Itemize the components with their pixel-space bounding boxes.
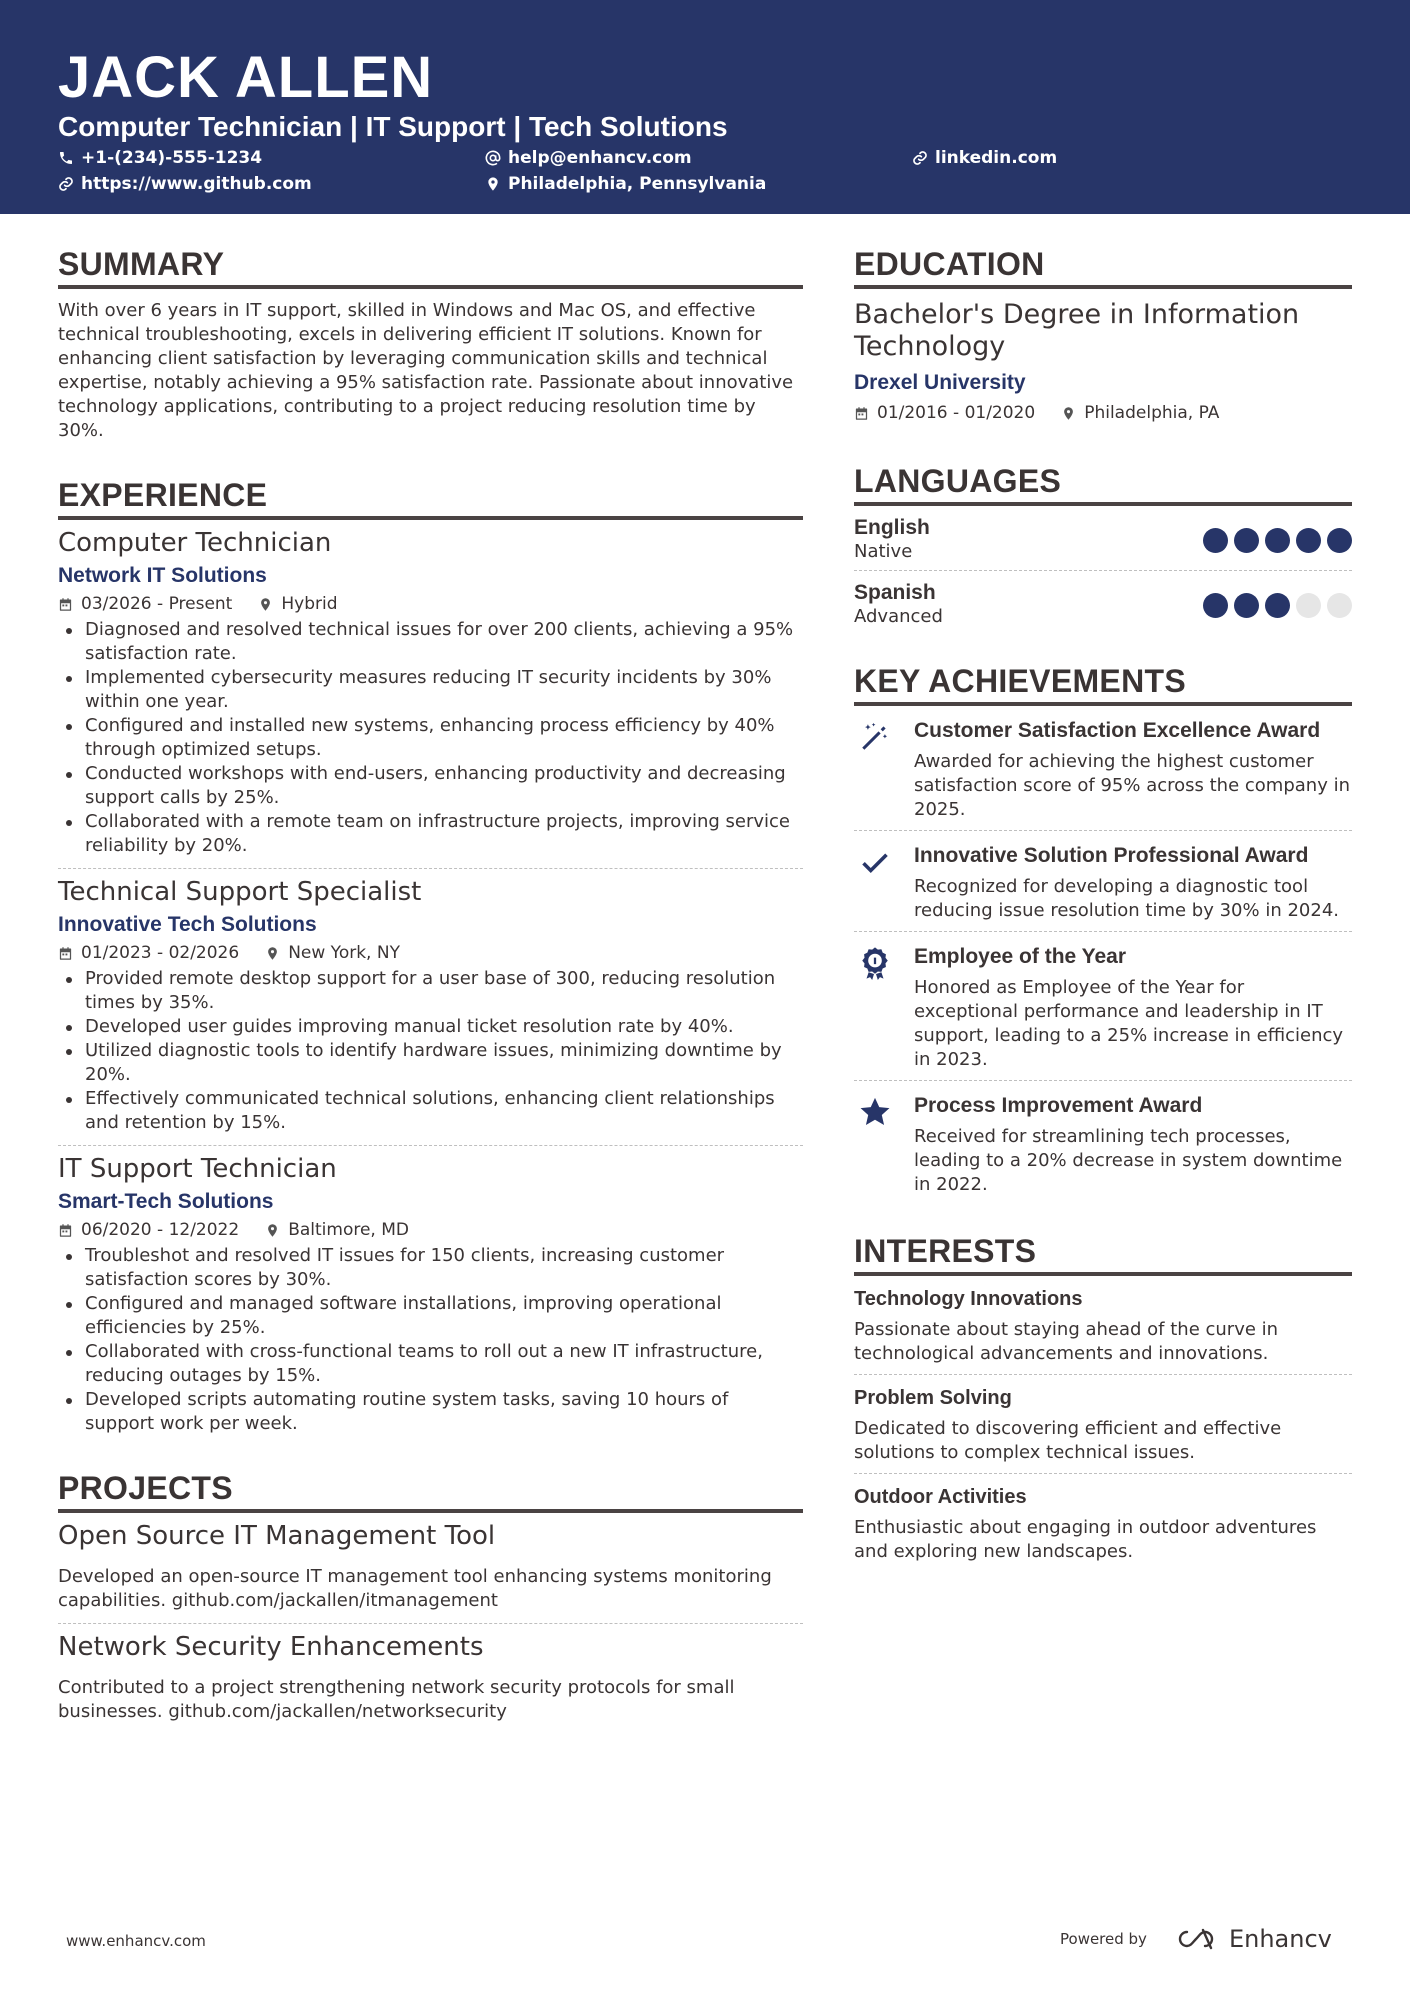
contact-location <box>485 173 766 195</box>
language-rating <box>1197 528 1352 553</box>
job-meta <box>58 592 803 616</box>
job-bullet: Effectively communicated technical solutions, enhancing client relationships and retention by 15%. <box>58 1087 803 1135</box>
star-icon <box>858 1095 892 1129</box>
education-degree: Bachelor's Degree in Information Technology <box>854 299 1300 362</box>
interest-description: Passionate about staying ahead of the curve in technological advancements and innovations. <box>854 1319 1279 1364</box>
experience-section <box>58 475 803 1446</box>
footer-branding <box>1060 1925 1332 1953</box>
achievements-section <box>854 661 1352 1205</box>
achievement-icon-wrap <box>854 843 914 923</box>
language-info <box>854 581 943 629</box>
achievement-title: Process Improvement Award <box>914 1094 1203 1117</box>
achievement-description: Awarded for achieving the highest customer satisfaction score of 95% across the company in 2025. <box>914 751 1350 820</box>
job-dates <box>58 1218 239 1242</box>
education-section <box>854 244 1352 425</box>
candidate-title: Computer Technician | IT Support | Tech Solutions <box>58 111 728 142</box>
language-row <box>854 571 1352 635</box>
job-bullet: Utilized diagnostic tools to identify hardware issues, minimizing downtime by 20%. <box>58 1039 803 1087</box>
award-ribbon-icon <box>858 946 892 980</box>
job-bullet: Troubleshot and resolved IT issues for 150 clients, increasing customer satisfaction scores by 30%. <box>58 1244 803 1292</box>
achievement-item <box>854 932 1352 1081</box>
enhancv-logo[interactable] <box>1173 1925 1332 1953</box>
achievement-title: Employee of the Year <box>914 945 1127 968</box>
interests-section <box>854 1231 1352 1572</box>
location-text: Philadelphia, Pennsylvania <box>508 174 767 194</box>
language-rating <box>1197 593 1352 618</box>
project-title: Network Security Enhancements <box>58 1632 484 1662</box>
interest-item <box>854 1276 1352 1375</box>
achievement-content <box>914 718 1352 822</box>
job-location-text: Hybrid <box>281 594 338 614</box>
achievement-title: Customer Satisfaction Excellence Award <box>914 719 1321 742</box>
footer-website[interactable]: www.enhancv.com <box>66 1932 206 1950</box>
education-heading: EDUCATION <box>854 244 1352 289</box>
job-bullets <box>58 618 803 858</box>
location-pin-icon <box>265 946 280 961</box>
rating-dot-filled <box>1265 528 1290 553</box>
summary-text: With over 6 years in IT support, skilled in Windows and Mac OS, and effective technical troubleshooting, excels in delivering efficient IT solutions. Known for enhancing client satisfaction by leveraging communication skills and technical expertise, notably achieving a 95% satisfaction rate. Passionate about innovative technology applications, contributing to a project reducing resolution time by 30%. <box>58 300 794 441</box>
project-description: Contributed to a project strengthening network security protocols for small businesses. github.com/jackallen/networksecurity <box>58 1677 735 1722</box>
rating-dot-empty <box>1327 593 1352 618</box>
job-bullet: Collaborated with a remote team on infrastructure projects, improving service reliability by 20%. <box>58 810 803 858</box>
job-dates-text: 06/2020 - 12/2022 <box>81 1220 240 1240</box>
job-dates-text: 03/2026 - Present <box>81 594 233 614</box>
location-pin-icon <box>258 597 273 612</box>
link-icon <box>58 176 74 192</box>
project-description: Developed an open-source IT management tool enhancing systems monitoring capabilities. github.com/jackallen/itmanagement <box>58 1566 772 1611</box>
job-bullet: Collaborated with cross-functional teams to roll out a new IT infrastructure, reducing outages by 15%. <box>58 1340 803 1388</box>
job-bullet: Diagnosed and resolved technical issues for over 200 clients, achieving a 95% satisfaction rate. <box>58 618 803 666</box>
rating-dot-filled <box>1203 593 1228 618</box>
languages-heading: LANGUAGES <box>854 461 1352 506</box>
achievements-heading: KEY ACHIEVEMENTS <box>854 661 1352 706</box>
job-bullet: Configured and managed software installations, improving operational efficiencies by 25%. <box>58 1292 803 1340</box>
interest-title: Outdoor Activities <box>854 1486 1027 1508</box>
calendar-icon <box>58 946 73 961</box>
education-dates-text: 01/2016 - 01/2020 <box>877 403 1036 423</box>
interest-item <box>854 1474 1352 1572</box>
achievement-content <box>914 1093 1352 1197</box>
calendar-icon <box>854 406 869 421</box>
checkmark-icon <box>858 845 892 879</box>
link-icon <box>912 150 928 166</box>
job-company: Network IT Solutions <box>58 564 267 587</box>
candidate-name: JACK ALLEN <box>58 45 434 110</box>
job-title: Computer Technician <box>58 528 332 558</box>
rating-dot-filled <box>1327 528 1352 553</box>
language-level: Native <box>854 541 913 562</box>
education-location <box>1061 401 1219 425</box>
job-meta <box>58 1218 803 1242</box>
calendar-icon <box>58 1223 73 1238</box>
rating-dot-filled <box>1296 528 1321 553</box>
job-bullet: Implemented cybersecurity measures reducing IT security incidents by 30% within one year. <box>58 666 803 714</box>
rating-dot-filled <box>1203 528 1228 553</box>
contact-phone[interactable] <box>58 147 262 169</box>
email-text: help@enhancv.com <box>508 148 692 168</box>
achievement-icon-wrap <box>854 1093 914 1197</box>
job-dates-text: 01/2023 - 02/2026 <box>81 943 240 963</box>
projects-heading: PROJECTS <box>58 1468 803 1513</box>
job-dates <box>58 592 232 616</box>
education-location-text: Philadelphia, PA <box>1084 403 1220 423</box>
job-meta <box>58 941 803 965</box>
achievement-description: Honored as Employee of the Year for exceptional performance and leadership in IT support, leading to a 25% increase in efficiency in 2023. <box>914 977 1344 1070</box>
job-company: Smart-Tech Solutions <box>58 1190 274 1213</box>
achievement-item <box>854 831 1352 932</box>
achievement-icon-wrap <box>854 718 914 822</box>
achievement-icon-wrap <box>854 944 914 1072</box>
education-dates <box>854 401 1035 425</box>
experience-entry <box>58 869 803 1146</box>
rating-dot-filled <box>1234 593 1259 618</box>
education-school: Drexel University <box>854 371 1026 394</box>
achievement-title: Innovative Solution Professional Award <box>914 844 1309 867</box>
job-location-text: Baltimore, MD <box>288 1220 409 1240</box>
summary-heading: SUMMARY <box>58 244 803 289</box>
rating-dot-filled <box>1234 528 1259 553</box>
languages-section <box>854 461 1352 635</box>
enhancv-logo-icon <box>1173 1926 1219 1952</box>
projects-section <box>58 1468 803 1734</box>
experience-entry <box>58 1146 803 1446</box>
job-title: IT Support Technician <box>58 1154 337 1184</box>
linkedin-text: linkedin.com <box>935 148 1058 168</box>
project-entry <box>58 1624 803 1734</box>
project-entry <box>58 1513 803 1624</box>
achievement-item <box>854 1081 1352 1205</box>
contact-github[interactable] <box>58 173 312 195</box>
interest-description: Dedicated to discovering efficient and effective solutions to complex technical issues. <box>854 1418 1282 1463</box>
achievement-description: Received for streamlining tech processes, leading to a 20% decrease in system downtime in 2022. <box>914 1126 1343 1195</box>
enhancv-brand-text: Enhancv <box>1228 1925 1332 1953</box>
education-meta <box>854 401 1352 425</box>
job-bullet: Developed user guides improving manual ticket resolution rate by 40%. <box>58 1015 803 1039</box>
magic-wand-icon <box>858 720 892 754</box>
experience-heading: EXPERIENCE <box>58 475 803 520</box>
job-bullets <box>58 967 803 1135</box>
interest-title: Technology Innovations <box>854 1288 1083 1310</box>
project-title: Open Source IT Management Tool <box>58 1521 496 1551</box>
job-dates <box>58 941 239 965</box>
interest-title: Problem Solving <box>854 1387 1012 1409</box>
language-name: English <box>854 516 930 539</box>
summary-section <box>58 244 803 443</box>
github-text: https://www.github.com <box>81 174 312 194</box>
powered-by-label: Powered by <box>1060 1930 1147 1948</box>
phone-text: +1-(234)-555-1234 <box>81 148 263 168</box>
achievement-description: Recognized for developing a diagnostic tool reducing issue resolution time by 30% in 2024. <box>914 876 1339 921</box>
rating-dot-filled <box>1265 593 1290 618</box>
contact-email[interactable] <box>485 147 692 169</box>
job-location <box>265 1218 409 1242</box>
calendar-icon <box>58 597 73 612</box>
job-company: Innovative Tech Solutions <box>58 913 317 936</box>
experience-entry <box>58 520 803 869</box>
location-pin-icon <box>265 1223 280 1238</box>
language-info <box>854 516 930 564</box>
job-bullet: Developed scripts automating routine system tasks, saving 10 hours of support work per week. <box>58 1388 803 1436</box>
location-pin-icon <box>485 176 501 192</box>
language-name: Spanish <box>854 581 936 604</box>
job-bullet: Configured and installed new systems, enhancing process efficiency by 40% through optimized setups. <box>58 714 803 762</box>
job-location <box>265 941 400 965</box>
achievement-content <box>914 843 1352 923</box>
job-location-text: New York, NY <box>288 943 400 963</box>
job-location <box>258 592 337 616</box>
job-bullet: Conducted workshops with end-users, enhancing productivity and decreasing support calls by 25%. <box>58 762 803 810</box>
interests-heading: INTERESTS <box>854 1231 1352 1276</box>
achievement-content <box>914 944 1352 1072</box>
contact-linkedin[interactable] <box>912 147 1057 169</box>
interest-item <box>854 1375 1352 1474</box>
phone-icon <box>58 150 74 166</box>
language-row <box>854 506 1352 571</box>
right-column <box>854 244 1352 1594</box>
job-bullet: Provided remote desktop support for a user base of 300, reducing resolution times by 35%. <box>58 967 803 1015</box>
achievement-item <box>854 706 1352 831</box>
job-bullets <box>58 1244 803 1436</box>
rating-dot-empty <box>1296 593 1321 618</box>
at-icon <box>485 150 501 166</box>
language-level: Advanced <box>854 606 943 627</box>
interest-description: Enthusiastic about engaging in outdoor adventures and exploring new landscapes. <box>854 1517 1317 1562</box>
location-pin-icon <box>1061 406 1076 421</box>
resume-header <box>0 0 1410 214</box>
left-column <box>58 244 803 1756</box>
job-title: Technical Support Specialist <box>58 877 422 907</box>
